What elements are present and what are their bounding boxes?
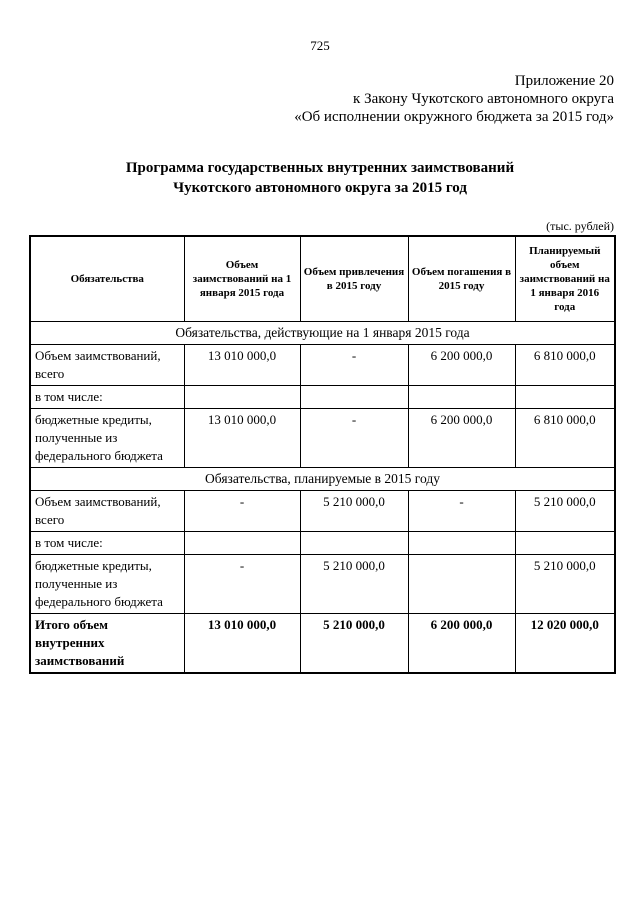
cell-value [515, 532, 615, 555]
row-label: в том числе: [30, 532, 184, 555]
title-line-2: Чукотского автономного округа за 2015 год [173, 180, 467, 196]
header-volume-start: Объем заимствований на 1 января 2015 года [184, 236, 300, 322]
cell-value [184, 532, 300, 555]
cell-value [300, 532, 408, 555]
borrowings-table [29, 235, 616, 674]
document-title [0, 158, 640, 198]
cell-value: 5 210 000,0 [300, 491, 408, 532]
cell-value [515, 386, 615, 409]
section-row [30, 468, 615, 491]
table-row [30, 345, 615, 386]
appendix-line-1: Приложение 20 [514, 73, 614, 89]
row-label: бюджетные кредиты, полученные из федерального бюджета [30, 555, 184, 614]
header-obligations: Обязательства [30, 236, 184, 322]
cell-value: 13 010 000,0 [184, 409, 300, 468]
cell-value: 6 810 000,0 [515, 409, 615, 468]
cell-value [408, 386, 515, 409]
row-label: в том числе: [30, 386, 184, 409]
section-row [30, 322, 615, 345]
total-value: 6 200 000,0 [408, 614, 515, 674]
cell-value [300, 386, 408, 409]
table-row [30, 409, 615, 468]
table-header-row [30, 236, 615, 322]
cell-value [408, 555, 515, 614]
cell-value: - [184, 555, 300, 614]
cell-value: - [408, 491, 515, 532]
appendix-reference [294, 72, 614, 126]
table-row [30, 532, 615, 555]
cell-value [408, 532, 515, 555]
appendix-line-2: к Закону Чукотского автономного округа [353, 91, 614, 107]
cell-value: 5 210 000,0 [300, 555, 408, 614]
units-note: (тыс. рублей) [546, 219, 614, 233]
cell-value: 13 010 000,0 [184, 345, 300, 386]
section-existing-obligations: Обязательства, действующие на 1 января 2015 года [30, 322, 615, 345]
total-value: 5 210 000,0 [300, 614, 408, 674]
appendix-line-3: «Об исполнении окружного бюджета за 2015 год» [294, 109, 614, 125]
total-label: Итого объем внутренних заимствований [30, 614, 184, 674]
cell-value: 6 200 000,0 [408, 409, 515, 468]
table-row [30, 555, 615, 614]
cell-value: 6 200 000,0 [408, 345, 515, 386]
cell-value: 5 210 000,0 [515, 491, 615, 532]
total-row [30, 614, 615, 674]
row-label: бюджетные кредиты, полученные из федерального бюджета [30, 409, 184, 468]
total-value: 12 020 000,0 [515, 614, 615, 674]
header-attraction: Объем привлечения в 2015 году [300, 236, 408, 322]
row-label: Объем заимствований, всего [30, 491, 184, 532]
section-planned-obligations: Обязательства, планируемые в 2015 году [30, 468, 615, 491]
header-volume-end: Планируемый объем заимствований на 1 января 2016 года [515, 236, 615, 322]
table-row [30, 491, 615, 532]
total-value: 13 010 000,0 [184, 614, 300, 674]
page-number: 725 [310, 38, 330, 53]
cell-value: 5 210 000,0 [515, 555, 615, 614]
row-label: Объем заимствований, всего [30, 345, 184, 386]
cell-value: - [300, 345, 408, 386]
table-row [30, 386, 615, 409]
cell-value: - [300, 409, 408, 468]
cell-value: - [184, 491, 300, 532]
cell-value: 6 810 000,0 [515, 345, 615, 386]
header-repayment: Объем погашения в 2015 году [408, 236, 515, 322]
title-line-1: Программа государственных внутренних заимствований [125, 160, 515, 176]
cell-value [184, 386, 300, 409]
